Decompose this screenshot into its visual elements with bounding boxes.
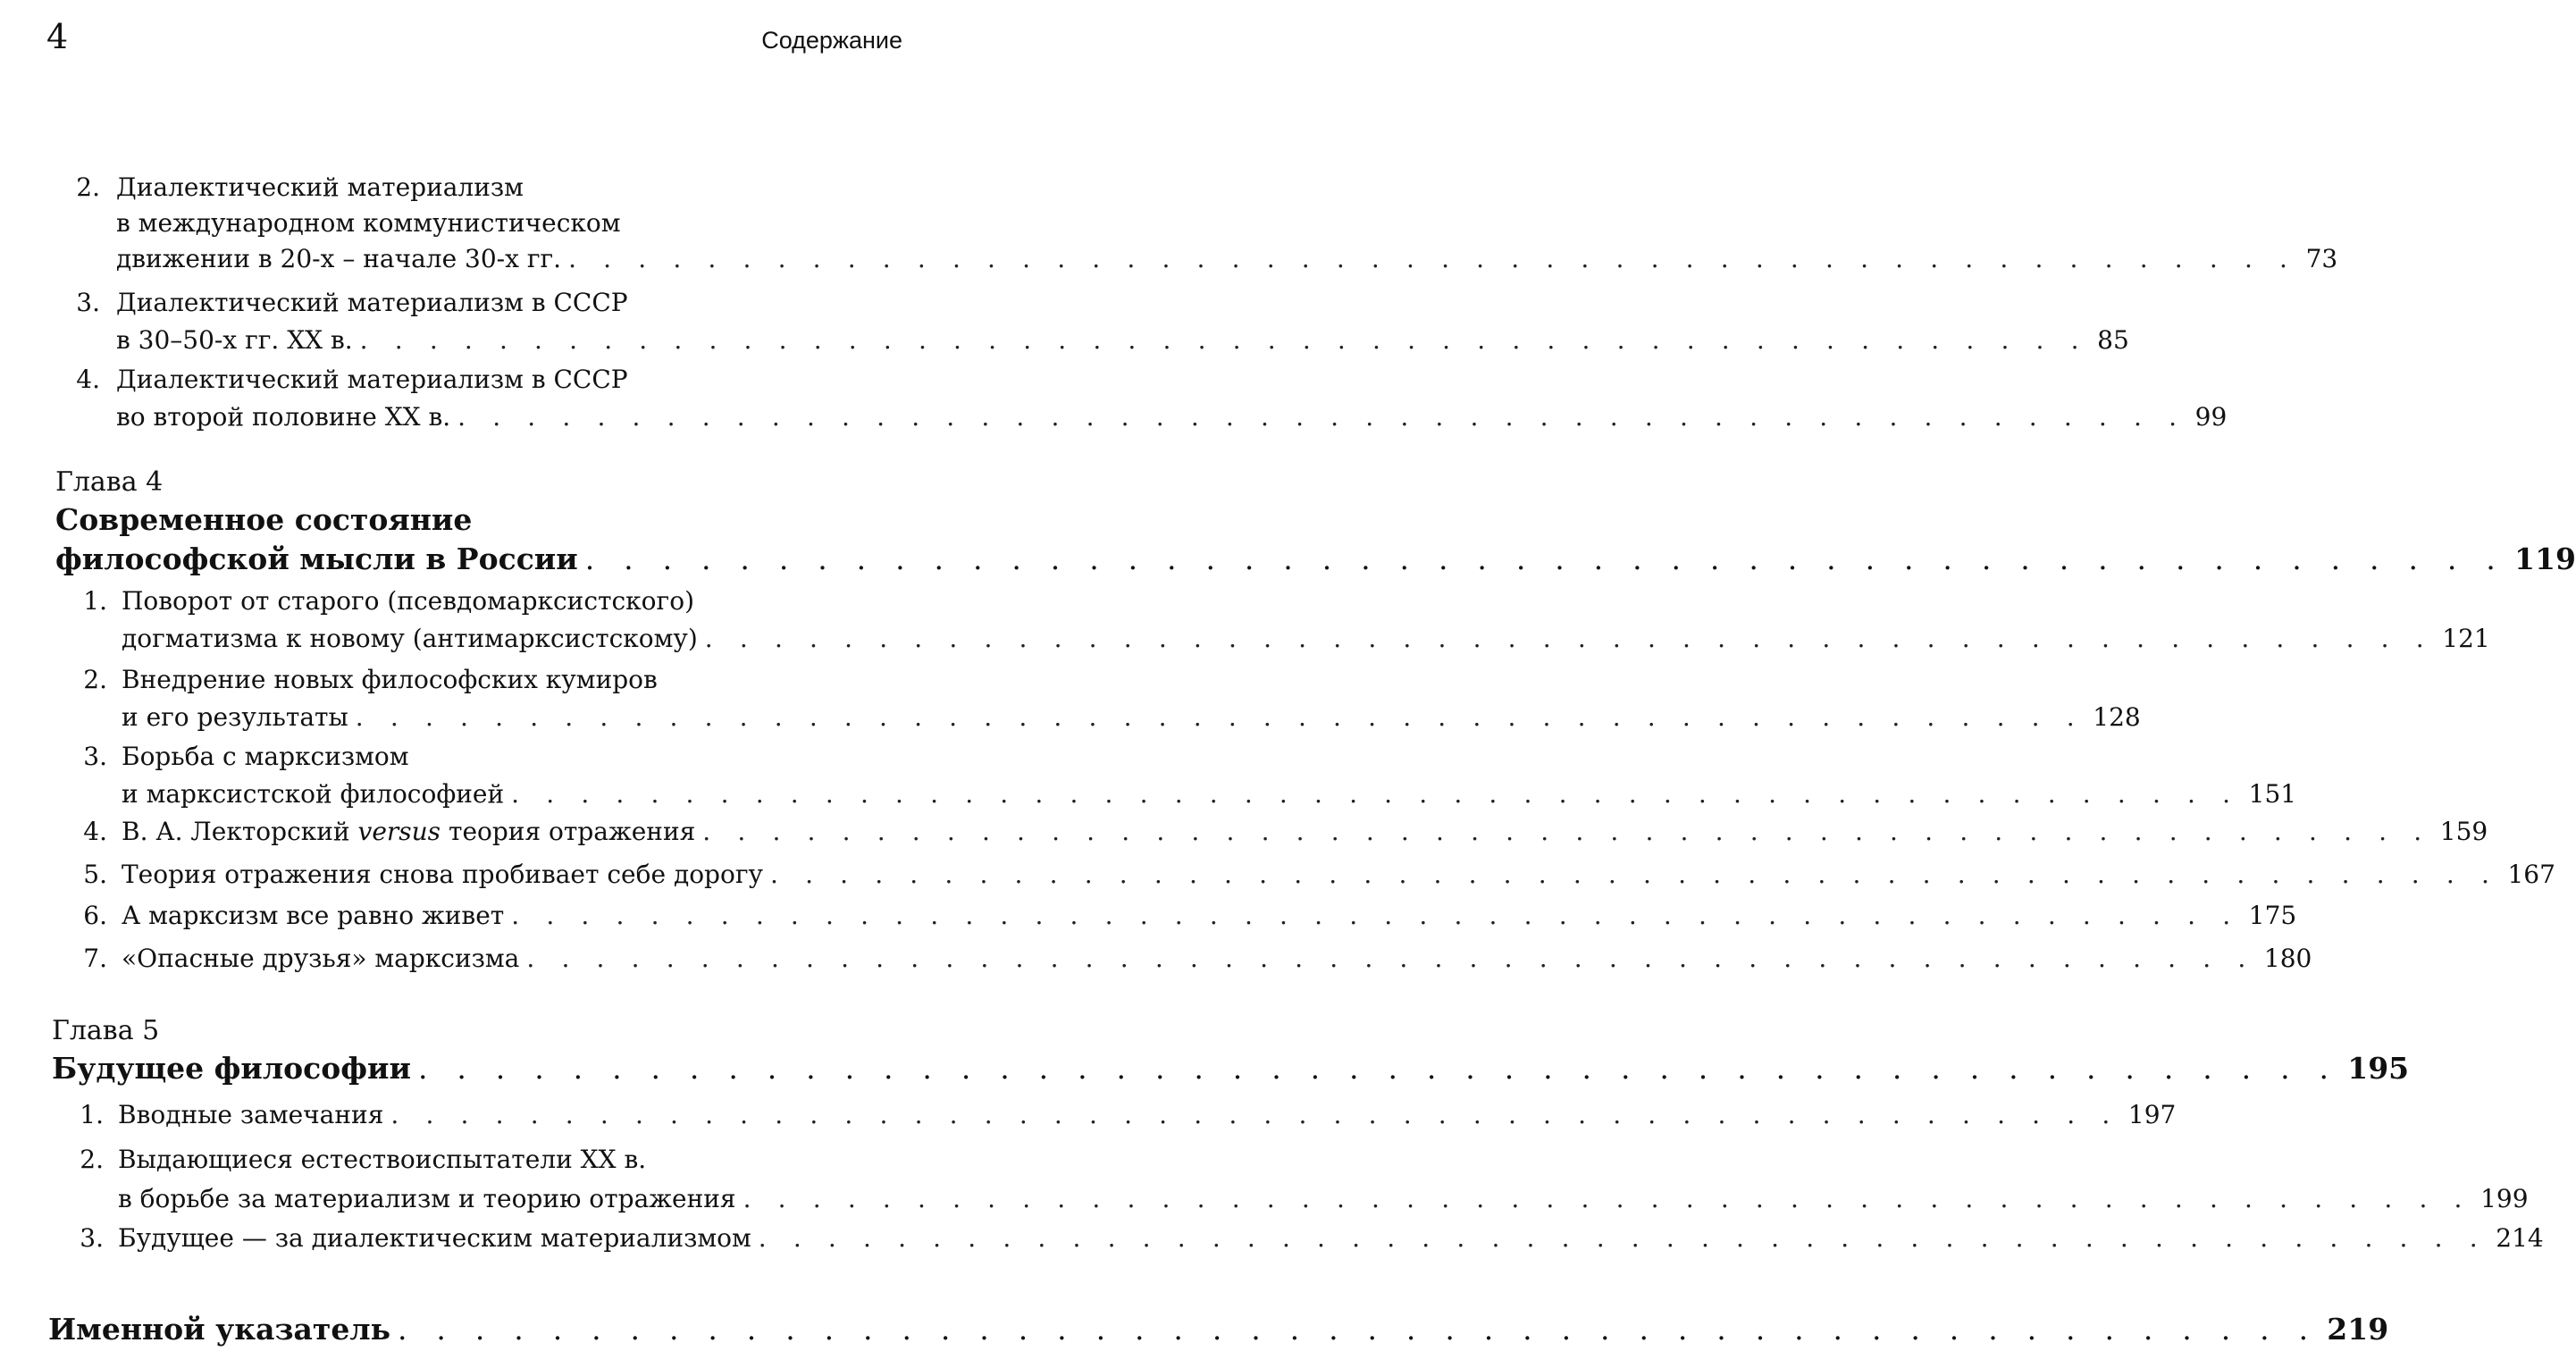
entry-number: 1. <box>80 1100 104 1129</box>
entry-title-line: Диалектический материализм в СССР <box>116 288 628 317</box>
entry-last-line <box>122 940 2312 978</box>
page-ref: 219 <box>2327 1312 2389 1347</box>
page-ref: 119 <box>2514 541 2576 576</box>
entry-title-italic: versus <box>357 817 441 846</box>
chapter-5-title[interactable] <box>52 1049 2410 1090</box>
dot-leader: . . . . . . . . . . . . . . . . . . . . . . . . . . . . . . . . . . . . . . . . . . . . . . . . . . <box>584 541 2506 576</box>
entry-last-line <box>118 1095 2177 1135</box>
page-ref: 167 <box>2507 860 2555 889</box>
dot-leader: . . . . . . . . . . . . . . . . . . . . . . . . . . . . . . . . . . . . . . . . . . . . . . . . . . <box>743 1184 2472 1213</box>
chapter-4-entry-7[interactable] <box>71 940 2312 978</box>
chapter-4-entry-4[interactable] <box>71 813 2488 851</box>
entry-title-line: Теория отражения снова пробивает себе дорогу <box>122 860 763 889</box>
entry-title-line: в борьбе за материализм и теорию отражения <box>118 1184 736 1213</box>
running-head: Содержание <box>761 27 902 54</box>
chapter-title-line: Будущее философии <box>52 1051 411 1086</box>
entry-last-line <box>122 813 2488 851</box>
chapter-4-title[interactable] <box>55 500 2576 581</box>
entry-number: 6. <box>83 901 107 930</box>
entry-title-line: «Опасные друзья» марксизма <box>122 944 520 973</box>
entry-number: 7. <box>83 944 107 973</box>
chapter-4-entry-5[interactable] <box>71 856 2555 894</box>
chapter-5-label: Глава 5 <box>52 1015 160 1046</box>
entry-last-line <box>118 1179 2529 1219</box>
toc-entry-2[interactable] <box>64 170 2338 277</box>
entry-title-line: и марксистской философией <box>122 779 505 809</box>
entry-number: 1. <box>83 586 107 616</box>
page-ref: 151 <box>2248 779 2297 809</box>
entry-last-line <box>118 1219 2544 1258</box>
entry-last-line <box>116 241 2338 277</box>
entry-last-line <box>122 856 2555 894</box>
dot-leader: . . . . . . . . . . . . . . . . . . . . . . . . . . . . . . . . . . . . . . . . . . . . . . . . . . <box>355 702 2085 732</box>
entry-title-line: Выдающиеся естествоиспытатели XX в. <box>118 1145 647 1174</box>
entry-title-line: В. А. Лекторский versus теория отражения <box>122 817 696 846</box>
chapter-title-line: философской мысли в России <box>55 541 578 576</box>
entry-title-line: Диалектический материализм <box>116 172 524 202</box>
page-ref: 73 <box>2305 244 2338 273</box>
chapter-4-entry-1[interactable] <box>71 583 2490 658</box>
entry-last-line <box>116 399 2228 436</box>
entry-title-line: А марксизм все равно живет <box>122 901 505 930</box>
chapter-5-entry-3[interactable] <box>68 1219 2544 1258</box>
page-ref: 180 <box>2263 944 2312 973</box>
name-index-entry[interactable] <box>48 1310 2389 1351</box>
dot-leader: . . . . . . . . . . . . . . . . . . . . . . . . . . . . . . . . . . . . . . . . . . . . . . . . . . <box>769 860 2499 889</box>
page-ref: 195 <box>2347 1051 2410 1086</box>
entry-title-line: Внедрение новых философских кумиров <box>122 665 658 694</box>
entry-title-line: в международном коммунистическом <box>116 208 621 238</box>
entry-last-line <box>122 699 2141 736</box>
entry-title-line: движении в 20-х – начале 30-х гг. <box>116 244 562 273</box>
entry-last-line <box>122 620 2490 658</box>
chapter-title-last-line <box>52 1049 2410 1088</box>
entry-title-line: и его результаты <box>122 702 348 732</box>
dot-leader: . . . . . . . . . . . . . . . . . . . . . . . . . . . . . . . . . . . . . . . . . . . . . . . . . . <box>511 779 2240 809</box>
dot-leader: . . . . . . . . . . . . . . . . . . . . . . . . . . . . . . . . . . . . . . . . . . . . . . . . . . <box>398 1312 2319 1347</box>
dot-leader: . . . . . . . . . . . . . . . . . . . . . . . . . . . . . . . . . . . . . . . . . . . . . . . . . . <box>704 624 2434 653</box>
entry-title-line: Поворот от старого (псевдомарксистского) <box>122 586 694 616</box>
dot-leader: . . . . . . . . . . . . . . . . . . . . . . . . . . . . . . . . . . . . . . . . . . . . . . . . . . <box>390 1100 2119 1129</box>
chapter-title-line: Современное состояние <box>55 502 473 537</box>
dot-leader: . . . . . . . . . . . . . . . . . . . . . . . . . . . . . . . . . . . . . . . . . . . . . . . . . . <box>511 901 2240 930</box>
page-ref: 121 <box>2442 624 2490 653</box>
page-ref: 85 <box>2097 325 2129 355</box>
dot-leader: . . . . . . . . . . . . . . . . . . . . . . . . . . . . . . . . . . . . . . . . . . . . . . . . . . <box>359 325 2089 355</box>
entry-last-line <box>116 322 2129 359</box>
dot-leader: . . . . . . . . . . . . . . . . . . . . . . . . . . . . . . . . . . . . . . . . . . . . . . . . . . <box>758 1223 2488 1253</box>
entry-number: 2. <box>76 172 100 202</box>
page-ref: 128 <box>2093 702 2141 732</box>
entry-title-line: в 30–50-х гг. XX в. <box>116 325 353 355</box>
page-number: 4 <box>46 17 69 56</box>
dot-leader: . . . . . . . . . . . . . . . . . . . . . . . . . . . . . . . . . . . . . . . . . . . . . . . . . . <box>568 244 2297 273</box>
entry-title-line: догматизма к новому (антимарксистскому) <box>122 624 698 653</box>
chapter-4-entry-6[interactable] <box>71 897 2297 935</box>
entry-title-line: Борьба с марксизмом <box>122 742 409 771</box>
chapter-4-label: Глава 4 <box>55 466 164 498</box>
dot-leader: . . . . . . . . . . . . . . . . . . . . . . . . . . . . . . . . . . . . . . . . . . . . . . . . . . <box>702 817 2431 846</box>
page-ref: 99 <box>2194 402 2228 432</box>
entry-number: 3. <box>80 1223 104 1253</box>
dot-leader: . . . . . . . . . . . . . . . . . . . . . . . . . . . . . . . . . . . . . . . . . . . . . . . . . . <box>457 402 2186 432</box>
page-ref: 175 <box>2248 901 2297 930</box>
entry-number: 5. <box>83 860 107 889</box>
page-ref: 197 <box>2127 1100 2177 1129</box>
dot-leader: . . . . . . . . . . . . . . . . . . . . . . . . . . . . . . . . . . . . . . . . . . . . . . . . . . <box>526 944 2255 973</box>
entry-title-line: Диалектический материализм в СССР <box>116 365 628 394</box>
entry-title-line: Будущее — за диалектическим материализмом <box>118 1223 751 1253</box>
chapter-title-last-line <box>55 540 2576 579</box>
entry-title-line: Вводные замечания <box>118 1100 384 1129</box>
chapter-4-entry-2[interactable] <box>71 661 2141 736</box>
entry-number: 2. <box>83 665 107 694</box>
page-ref: 159 <box>2439 817 2488 846</box>
chapter-title-last-line <box>48 1310 2389 1349</box>
page-ref: 214 <box>2496 1223 2544 1253</box>
chapter-5-entry-1[interactable] <box>68 1095 2177 1135</box>
entry-last-line <box>122 776 2297 813</box>
dot-leader: . . . . . . . . . . . . . . . . . . . . . . . . . . . . . . . . . . . . . . . . . . . . . . . . . . <box>417 1051 2339 1086</box>
entry-title-line: во второй половине XX в. <box>116 402 451 432</box>
chapter-4-entry-3[interactable] <box>71 738 2297 813</box>
chapter-5-entry-2[interactable] <box>68 1140 2529 1219</box>
entry-number: 3. <box>83 742 107 771</box>
entry-number: 3. <box>76 288 100 317</box>
entry-number: 4. <box>83 817 107 846</box>
entry-number: 2. <box>80 1145 104 1174</box>
entry-number: 4. <box>76 365 100 394</box>
index-title: Именной указатель <box>48 1312 391 1347</box>
entry-last-line <box>122 897 2297 935</box>
page-ref: 199 <box>2480 1184 2529 1213</box>
toc-entry-4[interactable] <box>64 361 2228 436</box>
toc-entry-3[interactable] <box>64 284 2129 359</box>
